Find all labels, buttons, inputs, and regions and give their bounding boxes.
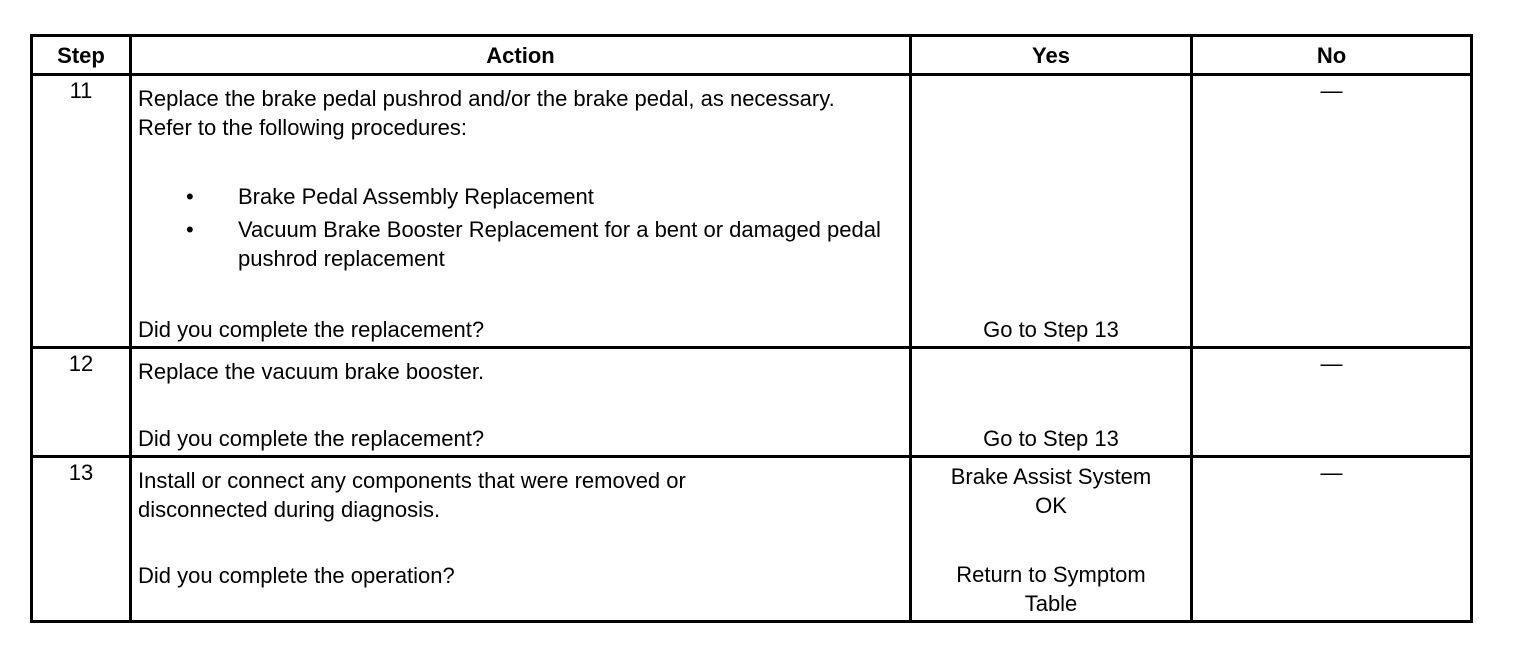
- action-question: Did you complete the replacement?: [138, 317, 485, 342]
- header-yes: Yes: [911, 36, 1192, 75]
- yes-result-return: Return to Symptom Table: [956, 562, 1146, 616]
- no-result: —: [1192, 457, 1472, 622]
- yes-result: Go to Step 13: [983, 317, 1119, 342]
- table-header-row: [32, 36, 1472, 75]
- list-item: [138, 215, 903, 273]
- step-number: 12: [32, 348, 131, 457]
- diagnostic-table: [30, 34, 1473, 623]
- header-no: No: [1192, 36, 1472, 75]
- yes-cell: [911, 75, 1192, 348]
- no-result: —: [1192, 75, 1472, 348]
- action-cell: [131, 75, 911, 348]
- table-row: [32, 348, 1472, 457]
- header-action: Action: [131, 36, 911, 75]
- list-item: [138, 182, 903, 211]
- action-cell: [131, 457, 911, 622]
- no-result: —: [1192, 348, 1472, 457]
- step-number: 13: [32, 457, 131, 622]
- bullet-icon: •: [186, 184, 194, 209]
- step-number: 11: [32, 75, 131, 348]
- action-cell: [131, 348, 911, 457]
- procedure-link-text: Vacuum Brake Booster Replacement for a bent or damaged pedal pushrod replacement: [238, 217, 881, 271]
- table-row: [32, 75, 1472, 348]
- procedure-list: [138, 182, 903, 273]
- action-instruction: Install or connect any components that were removed or disconnected during diagnosis.: [138, 468, 686, 522]
- action-instruction: Replace the brake pedal pushrod and/or the brake pedal, as necessary. Refer to the following procedures:: [138, 86, 835, 140]
- action-instruction: Replace the vacuum brake booster.: [138, 359, 485, 384]
- yes-cell: [911, 348, 1192, 457]
- yes-result: Go to Step 13: [983, 426, 1119, 451]
- action-question: Did you complete the replacement?: [138, 426, 485, 451]
- header-step: Step: [32, 36, 131, 75]
- action-question: Did you complete the operation?: [138, 563, 455, 588]
- bullet-icon: •: [186, 217, 194, 242]
- procedure-link-text: Brake Pedal Assembly Replacement: [238, 184, 594, 209]
- table-row: [32, 457, 1472, 622]
- yes-result-ok: Brake Assist System OK: [950, 464, 1152, 518]
- yes-cell: [911, 457, 1192, 622]
